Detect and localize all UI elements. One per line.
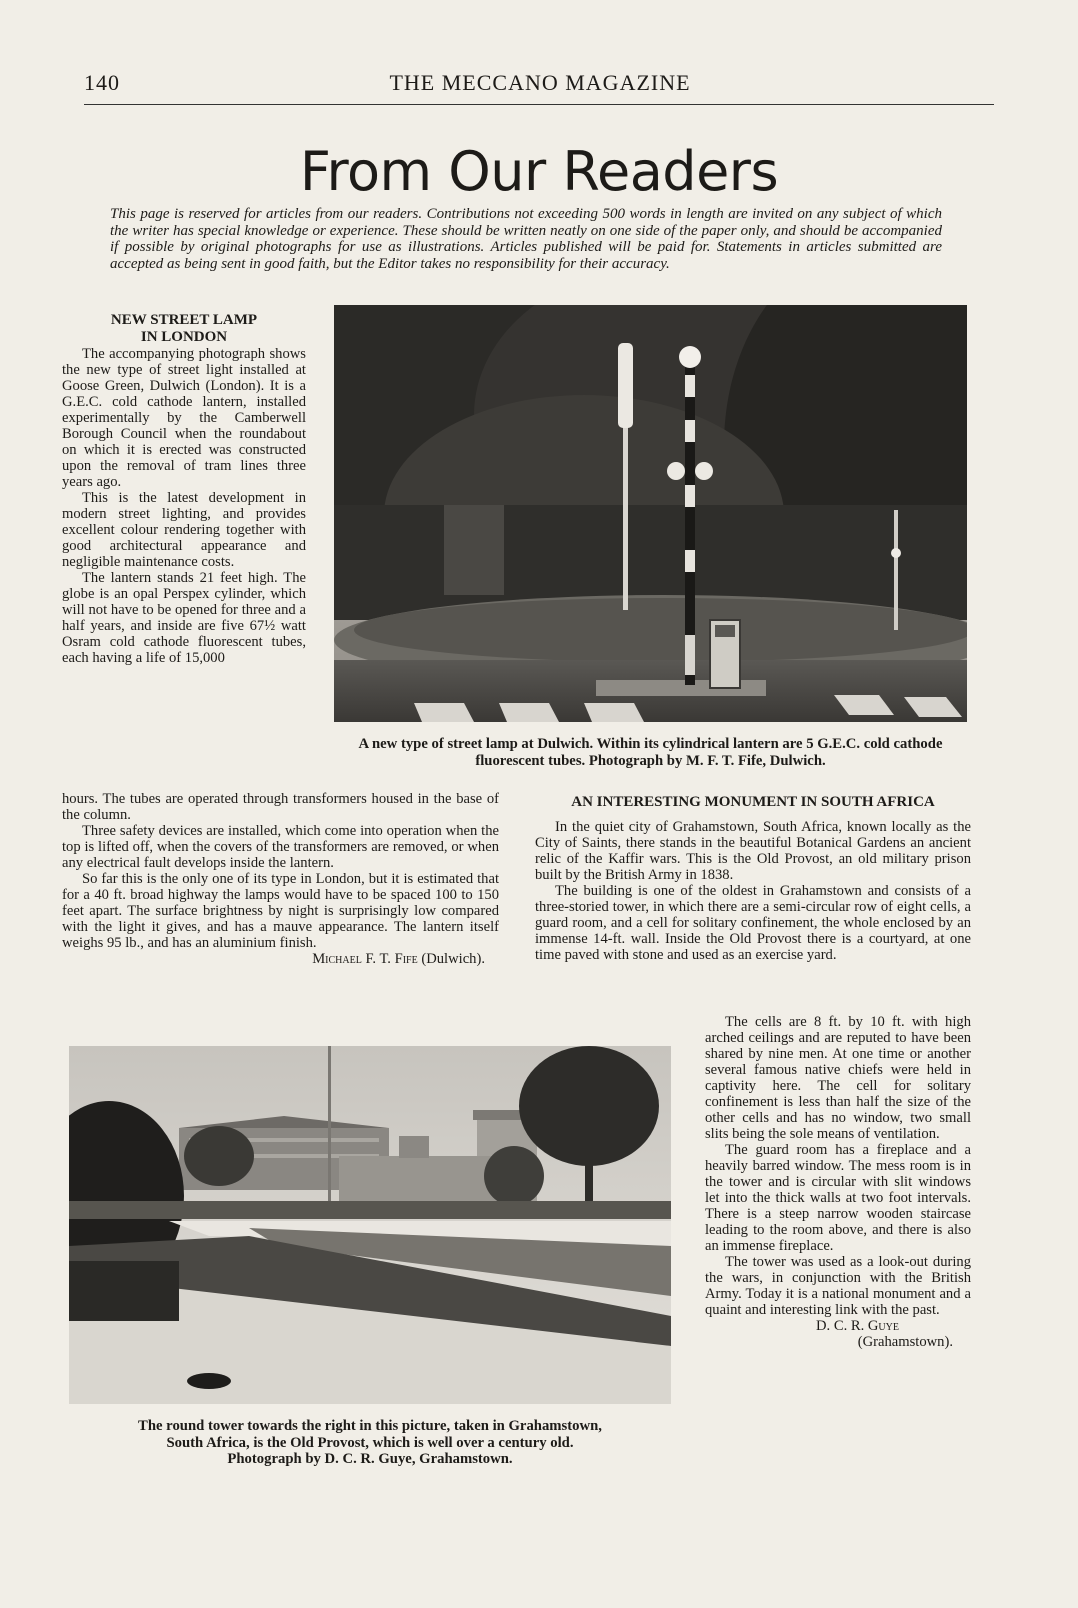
article1-paragraph-1: The accompanying photograph shows the new type of street light installed at Goose Green, Dulwich (London). It is a G.E.C. cold cathode lantern, installed experimentally by the Camberwell Borough Council when the roundabout on which it is erected was constructed upon the removal of tram lines three years ago. xyxy=(62,346,306,490)
article2-paragraph-1: In the quiet city of Grahamstown, South Africa, known locally as the City of Saints, there stands in the beautiful Botanical Gardens an ancient relic of the Kaffir wars. This is the Old Provost, an old military prison built by the British Army in 1838. xyxy=(535,819,971,883)
article1-column xyxy=(62,312,306,666)
old-provost-caption-line3: Photograph by D. C. R. Guye, Grahamstown. xyxy=(227,1451,513,1467)
article1-paragraph-3a: The lantern stands 21 feet high. The globe is an opal Perspex cylinder, which will not have to be opened for three and a half years, and inside are five 67½ watt Osram cold cathode fluorescent tubes, each having a life of 15,000 xyxy=(62,570,306,666)
street-lamp-caption: A new type of street lamp at Dulwich. Within its cylindrical lantern are 5 G.E.C. cold cathode fluorescent tubes. Photograph by M. F. T. Fife, Dulwich. xyxy=(358,736,943,769)
page-number: 140 xyxy=(84,70,120,95)
article2-headline: AN INTERESTING MONUMENT IN SOUTH AFRICA xyxy=(571,794,935,810)
article2-paragraph-5: The tower was used as a look-out during the wars, in conjunction with the British Army. Today it is a national monument and a quaint and interesting link with the past. xyxy=(705,1254,971,1318)
magazine-title: THE MECCANO MAGAZINE xyxy=(389,70,691,95)
article2-paragraph-3: The cells are 8 ft. by 10 ft. with high arched ceilings and are reputed to have been shared by nine men. At one time or another several famous native chiefs were held in captivity here. The cell for solitary confinement is less than half the size of the other cells and has no window, two small slits being the sole means of ventilation. xyxy=(705,1014,971,1142)
article1-continued xyxy=(62,791,499,967)
old-provost-photo xyxy=(69,1046,671,1404)
article2-paragraph-4: The guard room has a fireplace and a heavily barred window. The mess room is in the tower and is circular with slit windows let into the thick walls at two foot intervals. There is a steep narrow wooden staircase leading to the room above, and there is also an immense fireplace. xyxy=(705,1142,971,1254)
header-rule xyxy=(84,104,994,105)
article1-headline-line1: NEW STREET LAMP xyxy=(110,312,258,328)
article1-signature-name: Michael F. T. Fife xyxy=(312,951,418,967)
old-provost-caption-line1: The round tower towards the right in this picture, taken in Grahamstown, xyxy=(138,1418,602,1434)
old-provost-caption xyxy=(62,1418,678,1468)
article1-headline xyxy=(62,312,306,346)
intro-paragraph: This page is reserved for articles from our readers. Contributions not exceeding 500 words in length are invited on any subject of which the writer has special knowledge or experience. These should be written neatly on one side of the paper only, and should be accompanied if possible by original photographs for use as illustrations. Articles published will be paid for. Statements in articles submitted are accepted as being sent in good faith, but the Editor takes no responsibility for their accuracy. xyxy=(110,206,942,272)
article2-signature-place: (Grahamstown). xyxy=(857,1334,953,1350)
article1-paragraph-5: So far this is the only one of its type in London, but it is estimated that for a 40 ft. broad highway the lamps would have to be spaced 100 to 150 feet apart. The surface brightness by night is surprisingly low compared with the light it gives, and has a mauve appearance. The lantern itself weighs 95 lb., and has an aluminium finish. xyxy=(62,871,499,951)
article2-column xyxy=(535,794,971,963)
old-provost-caption-line2: South Africa, is the Old Provost, which is well over a century old. xyxy=(166,1434,574,1451)
article2-signature-name xyxy=(705,1318,971,1334)
street-lamp-photo xyxy=(334,305,967,722)
article2-continued xyxy=(705,1014,971,1350)
section-title: From Our Readers xyxy=(299,140,779,203)
article1-headline-line2: IN LONDON xyxy=(140,329,228,345)
article1-signature xyxy=(62,951,499,967)
article2-paragraph-2: The building is one of the oldest in Grahamstown and consists of a three-storied tower, in which there are a semi-circular row of eight cells, a guard room, and a cell for solitary confinement, the whole enclosed by an immense 14-ft. wall. Inside the Old Provost there is a courtyard, at one time paved with stone and used as an exercise yard. xyxy=(535,883,971,963)
article2-signature-name-text: D. C. R. Guye xyxy=(816,1318,899,1334)
article1-paragraph-2: This is the latest development in modern street lighting, and provides excellent colour rendering together with good architectural appearance and negligible maintenance costs. xyxy=(62,490,306,570)
article1-signature-place: (Dulwich). xyxy=(421,951,485,967)
article1-paragraph-4: Three safety devices are installed, which come into operation when the top is lifted off, when the covers of the transformers are removed, or when any electrical fault develops inside the lantern. xyxy=(62,823,499,871)
article1-paragraph-3b: hours. The tubes are operated through transformers housed in the base of the column. xyxy=(62,791,499,823)
